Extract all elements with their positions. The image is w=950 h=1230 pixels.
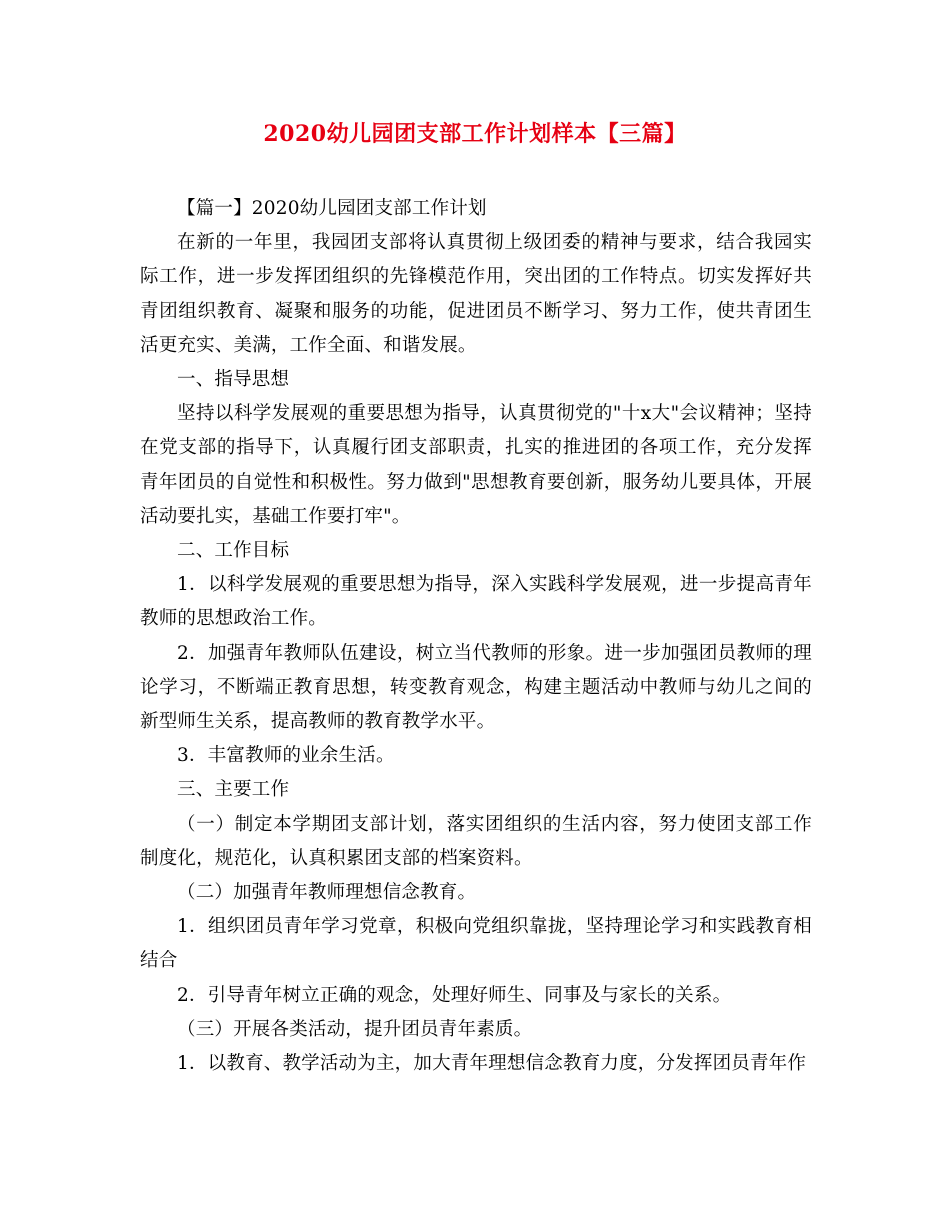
activity-sub-item-1: 1．以教育、教学活动为主，加大青年理想信念教育力度，分发挥团员青年作: [177, 1053, 807, 1075]
main-work-sub-item-1: 1．组织团员青年学习党章，积极向党组织靠拢，坚持理论学习和实践教育相结合: [140, 916, 812, 972]
main-work-item-2: （二）加强青年教师理想信念教育。: [177, 882, 477, 904]
heading-main-work: 三、主要工作: [177, 779, 290, 801]
goal-item-3: 3．丰富教师的业余生活。: [177, 745, 395, 767]
guiding-ideology-paragraph: 坚持以科学发展观的重要思想为指导，认真贯彻党的"十x大"会议精神；坚持在党支部的指导下，认真履行团支部职责，扎实的推进团的各项工作，充分发挥青年团员的自觉性和积极性。努力做到"思想教育要创新，服务幼儿要具体，开展活动要扎实，基础工作要打牢"。: [140, 403, 812, 527]
main-work-sub-item-2: 2．引导青年树立正确的观念，处理好师生、同事及与家长的关系。: [177, 984, 732, 1006]
heading-guiding-ideology: 一、指导思想: [177, 369, 290, 391]
intro-paragraph: 在新的一年里，我园团支部将认真贯彻上级团委的精神与要求，结合我园实际工作，进一步发挥团组织的先锋模范作用，突出团的工作特点。切实发挥好共青团组织教育、凝聚和服务的功能，促进团员不断学习、努力工作，使共青团生活更充实、美满，工作全面、和谐发展。: [140, 232, 812, 356]
goal-item-1: 1．以科学发展观的重要思想为指导，深入实践科学发展观，进一步提高青年教师的思想政治工作。: [140, 574, 812, 630]
main-work-item-1: （一）制定本学期团支部计划，落实团组织的生活内容，努力使团支部工作制度化，规范化，认真积累团支部的档案资料。: [140, 813, 812, 869]
main-work-item-3: （三）开展各类活动，提升团员青年素质。: [177, 1018, 533, 1040]
document-title: 2020幼儿园团支部工作计划样本【三篇】: [263, 121, 687, 147]
document-body: [140, 192, 812, 1081]
heading-work-goals: 二、工作目标: [177, 540, 290, 562]
section-heading-part-one: 【篇一】2020幼儿园团支部工作计划: [177, 198, 487, 219]
goal-item-2: 2．加强青年教师队伍建设，树立当代教师的形象。进一步加强团员教师的理论学习，不断端正教育思想，转变教育观念，构建主题活动中教师与幼儿之间的新型师生关系，提高教师的教育教学水平。: [140, 642, 812, 733]
